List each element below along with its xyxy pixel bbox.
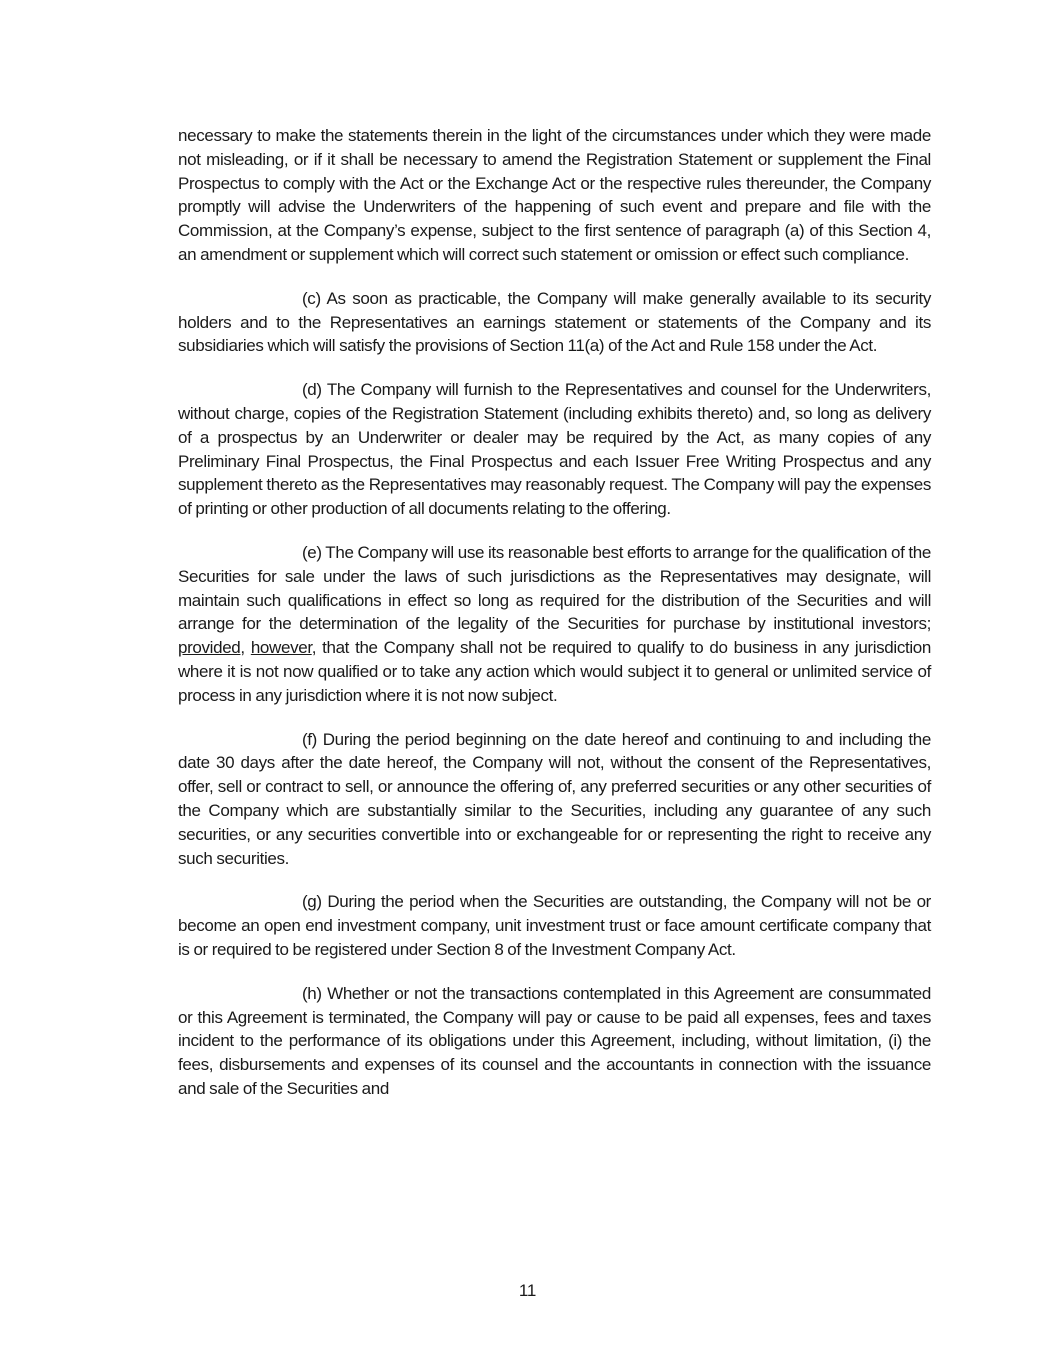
page-number: 11 — [518, 1281, 537, 1300]
paragraph-e-separator: , — [240, 638, 251, 658]
paragraph-d: (d) The Company will furnish to the Representatives and counsel for the Underwriters, without charge, copies of the Registration Statement (including exhibits thereto) and, so long as delivery of a prospectus by an Underwriter or dealer may be required by the Act, as many copies of any Preliminary Final Prospectus, the Final Prospectus and each Issuer Free Writing Prospectus and any supplement thereto as the Representatives may reasonably request. The Company will pay the expenses of printing or other production of all documents relating to the offering. — [178, 380, 931, 519]
paragraph-e — [178, 541, 931, 708]
paragraph-e-however: however — [250, 638, 312, 658]
paragraph-e-provided: provided — [178, 638, 241, 658]
paragraph-h: (h) Whether or not the transactions contemplated in this Agreement are consummated or this Agreement is terminated, the Company will pay or cause to be paid all expenses, fees and taxes incident to the performance of its obligations under this Agreement, including, without limitation, (i) the fees, disbursements and expenses of its counsel and the accountants in connection with the issuance and sale of the Securities and — [178, 983, 931, 1098]
paragraph-g: (g) During the period when the Securities are outstanding, the Company will not be or become an open end investment company, unit investment trust or face amount certificate company that is or required to be registered under Section 8 of the Investment Company Act. — [178, 892, 931, 959]
paragraph-f: (f) During the period beginning on the date hereof and continuing to and including the date 30 days after the date hereof, the Company will not, without the consent of the Representatives, offer, sell or contract to sell, or announce the offering of, any preferred securities or any other securities of the Company which are substantially similar to the Securities, including any guarantee of any such securities, or any securities convertible into or exchangeable for or representing the right to receive any such securities. — [178, 729, 931, 868]
paragraph-c: (c) As soon as practicable, the Company will make generally available to its security holders and to the Representatives an earnings statement or statements of the Company and its subsidiaries which will satisfy the provisions of Section 11(a) of the Act and Rule 158 under the Act. — [178, 288, 931, 356]
document-body — [178, 124, 931, 1121]
paragraph-e-text-after: , that the Company shall not be required to qualify to do business in any jurisdiction where it is not now qualified or to take any action which would subject it to general or unlimited service of process in any jurisdiction where it is not now subject. — [178, 638, 932, 705]
paragraph-e-text-before: (e) The Company will use its reasonable best efforts to arrange for the qualification of the Securities for sale under the laws of such jurisdictions as the Representatives may designate, will maintain such qualifications in effect so long as required for the distribution of the Securities and will arrange for the determination of the legality of the Securities for purchase by institutional investors; — [178, 542, 931, 634]
paragraph-continued: necessary to make the statements therein in the light of the circumstances under which they were made not misleading, or if it shall be necessary to amend the Registration Statement or supplement the Final Prospectus to comply with the Act or the Exchange Act or the respective rules thereunder, the Company promptly will advise the Underwriters of the happening of such event and prepare and file with the Commission, at the Company’s expense, subject to the first sentence of paragraph (a) of this Section 4, an amendment or supplement which will correct such statement or omission or effect such compliance. — [178, 126, 931, 264]
